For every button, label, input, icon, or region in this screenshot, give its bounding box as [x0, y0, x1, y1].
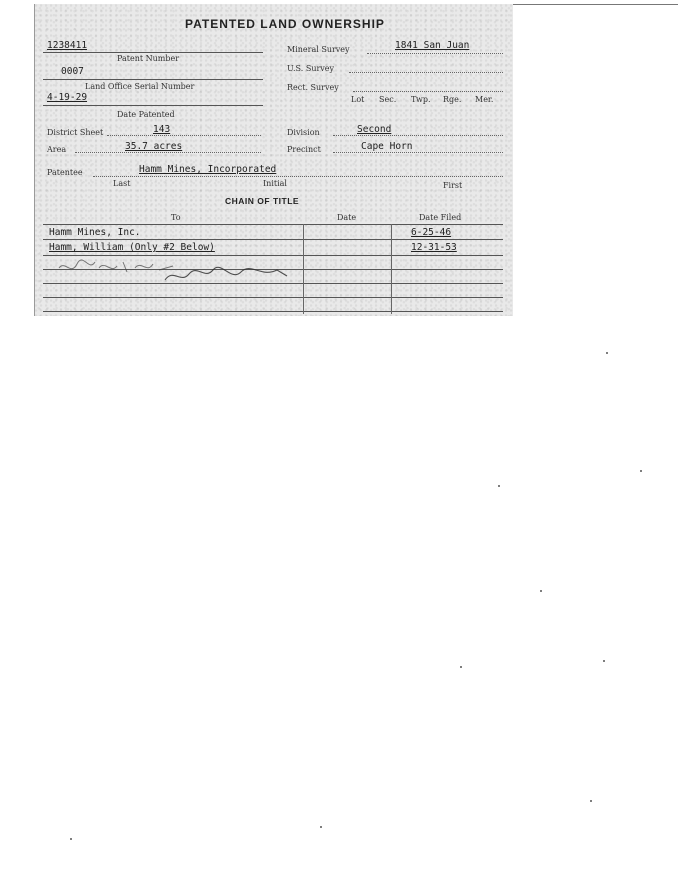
- column-to: To: [171, 213, 181, 222]
- rule: [43, 105, 263, 106]
- page-top-edge: [512, 4, 678, 5]
- scan-speck: [498, 485, 500, 487]
- land-ownership-card: [34, 4, 513, 316]
- patentee-value: Hamm Mines, Incorporated: [139, 164, 277, 175]
- mineral-survey-label: Mineral Survey: [287, 45, 350, 54]
- area-value: 35.7 acres: [125, 141, 183, 152]
- rule: [43, 79, 263, 80]
- rule: [367, 53, 503, 54]
- serial-number-value: 0007: [61, 66, 84, 77]
- precinct-label: Precinct: [287, 145, 321, 154]
- chain-of-title-heading: CHAIN OF TITLE: [225, 196, 300, 206]
- handwritten-signature: [55, 254, 295, 286]
- rule: [333, 152, 503, 153]
- table-divider: [391, 224, 392, 314]
- rect-col-twp: Twp.: [411, 95, 431, 104]
- name-part-initial: Initial: [263, 179, 287, 188]
- card-title: PATENTED LAND OWNERSHIP: [185, 17, 385, 31]
- rect-col-mer: Mer.: [475, 95, 494, 104]
- division-label: Division: [287, 128, 320, 137]
- rule: [333, 135, 503, 136]
- precinct-value: Cape Horn: [361, 141, 413, 152]
- column-date-filed: Date Filed: [419, 213, 462, 222]
- patentee-label: Patentee: [47, 168, 83, 177]
- us-survey-label: U.S. Survey: [287, 64, 335, 73]
- scan-speck: [606, 352, 608, 354]
- district-sheet-label: District Sheet: [47, 128, 104, 137]
- rule: [353, 91, 503, 92]
- rect-col-sec: Sec.: [379, 95, 397, 104]
- date-patented-label: Date Patented: [117, 110, 175, 119]
- name-part-last: Last: [113, 179, 131, 188]
- rule: [107, 135, 261, 136]
- date-patented-value: 4-19-29: [47, 92, 88, 103]
- table-divider: [303, 224, 304, 314]
- rect-col-lot: Lot: [351, 95, 365, 104]
- row-date-filed: 12-31-53: [411, 242, 457, 253]
- scan-speck: [590, 800, 592, 802]
- rule: [349, 72, 503, 73]
- rule: [93, 176, 503, 177]
- scan-speck: [540, 590, 542, 592]
- district-sheet-value: 143: [153, 124, 171, 135]
- rule: [75, 152, 261, 153]
- table-rule: [43, 297, 503, 298]
- area-label: Area: [47, 145, 67, 154]
- column-date: Date: [337, 213, 357, 222]
- scan-speck: [603, 660, 605, 662]
- serial-number-label: Land Office Serial Number: [85, 82, 195, 91]
- table-rule: [43, 224, 503, 225]
- table-rule: [43, 311, 503, 312]
- table-rule: [43, 239, 503, 240]
- rule: [43, 52, 263, 53]
- row-to: Hamm, William (Only #2 Below): [49, 242, 215, 253]
- scan-speck: [70, 838, 72, 840]
- scan-speck: [320, 826, 322, 828]
- mineral-survey-value: 1841 San Juan: [395, 40, 470, 51]
- row-date-filed: 6-25-46: [411, 227, 452, 238]
- scan-speck: [640, 470, 642, 472]
- row-to: Hamm Mines, Inc.: [49, 227, 141, 238]
- scan-speck: [460, 666, 462, 668]
- patent-number-label: Patent Number: [117, 54, 180, 63]
- rect-col-rge: Rge.: [443, 95, 462, 104]
- name-part-first: First: [443, 181, 463, 190]
- patent-number-value: 1238411: [47, 40, 88, 51]
- rect-survey-label: Rect. Survey: [287, 83, 339, 92]
- division-value: Second: [357, 124, 392, 135]
